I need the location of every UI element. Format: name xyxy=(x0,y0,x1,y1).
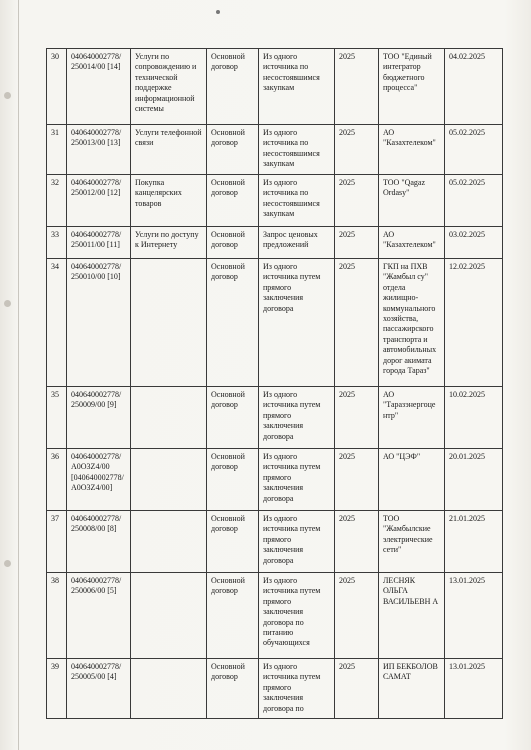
supplier: ЛЕСНЯК ОЛЬГА ВАСИЛЬЕВН А xyxy=(379,573,445,659)
table-row xyxy=(47,449,503,511)
contract-id: 040640002778/ 250012/00 [12] xyxy=(67,175,131,227)
year: 2025 xyxy=(335,511,379,573)
contract-type: Основной договор xyxy=(207,125,259,175)
contract-id: 040640002778/ 250014/00 [14] xyxy=(67,49,131,125)
table-row xyxy=(47,259,503,387)
contract-date: 04.02.2025 xyxy=(445,49,503,125)
procurement-subject xyxy=(131,573,207,659)
contract-date: 10.02.2025 xyxy=(445,387,503,449)
year: 2025 xyxy=(335,125,379,175)
binder-hole xyxy=(4,560,11,567)
procurement-method: Из одного источника по несостоявшимся закупкам xyxy=(259,175,335,227)
contract-id: 040640002778/ 250013/00 [13] xyxy=(67,125,131,175)
procurement-method: Из одного источника путем прямого заключения договора xyxy=(259,449,335,511)
procurement-subject xyxy=(131,511,207,573)
procurement-method: Из одного источника путем прямого заключения договора по xyxy=(259,659,335,719)
procurement-method: Из одного источника путем прямого заключения договора xyxy=(259,259,335,387)
procurement-subject: Услуги телефонной связи xyxy=(131,125,207,175)
contract-id: 040640002778/ 250011/00 [11] xyxy=(67,227,131,259)
table-row xyxy=(47,387,503,449)
contract-date: 03.02.2025 xyxy=(445,227,503,259)
contract-date: 21.01.2025 xyxy=(445,511,503,573)
procurement-method: Из одного источника путем прямого заключения договора xyxy=(259,511,335,573)
procurement-table xyxy=(46,48,503,719)
procurement-subject: Покупка канцелярских товаров xyxy=(131,175,207,227)
contract-type: Основной договор xyxy=(207,511,259,573)
contract-type: Основной договор xyxy=(207,449,259,511)
supplier: ТОО "Qagaz Ordasy" xyxy=(379,175,445,227)
procurement-method: Запрос ценовых предложений xyxy=(259,227,335,259)
year: 2025 xyxy=(335,449,379,511)
row-number: 37 xyxy=(47,511,67,573)
procurement-method: Из одного источника путем прямого заключения договора xyxy=(259,387,335,449)
procurement-subject xyxy=(131,659,207,719)
scan-speck xyxy=(216,10,220,14)
table-row xyxy=(47,659,503,719)
table-row xyxy=(47,511,503,573)
year: 2025 xyxy=(335,387,379,449)
row-number: 35 xyxy=(47,387,67,449)
row-number: 36 xyxy=(47,449,67,511)
row-number: 33 xyxy=(47,227,67,259)
row-number: 30 xyxy=(47,49,67,125)
contract-date: 13.01.2025 xyxy=(445,659,503,719)
supplier: АО "Казахтелеком" xyxy=(379,227,445,259)
table-row xyxy=(47,125,503,175)
procurement-method: Из одного источника по несостоявшимся закупкам xyxy=(259,125,335,175)
contract-id: 040640002778/ 250009/00 [9] xyxy=(67,387,131,449)
procurement-subject: Услуги по доступу к Интернету xyxy=(131,227,207,259)
supplier: АО "Таразэнергоце нтр" xyxy=(379,387,445,449)
contract-date: 13.01.2025 xyxy=(445,573,503,659)
procurement-subject: Услуги по сопровождению и технической поддержке информационной системы xyxy=(131,49,207,125)
row-number: 32 xyxy=(47,175,67,227)
supplier: ИП БЕКБОЛОВ САМАТ xyxy=(379,659,445,719)
procurement-method: Из одного источника путем прямого заключения договора по питанию обучающихся xyxy=(259,573,335,659)
contract-id: 040640002778/ 250006/00 [5] xyxy=(67,573,131,659)
contract-id: 040640002778/ 250008/00 [8] xyxy=(67,511,131,573)
contract-date: 12.02.2025 xyxy=(445,259,503,387)
contract-type: Основной договор xyxy=(207,175,259,227)
procurement-subject xyxy=(131,259,207,387)
supplier: ГКП на ПХВ "Жамбыл су" отдела жилищно-коммунального хозяйства, пассажирского транспорта и автомобильных дорог акимата города Тараз" xyxy=(379,259,445,387)
contract-id: 040640002778/ 250005/00 [4] xyxy=(67,659,131,719)
contract-type: Основной договор xyxy=(207,573,259,659)
page-spine xyxy=(18,0,19,750)
table-row xyxy=(47,175,503,227)
contract-type: Основной договор xyxy=(207,227,259,259)
year: 2025 xyxy=(335,49,379,125)
procurement-subject xyxy=(131,449,207,511)
contract-date: 20.01.2025 xyxy=(445,449,503,511)
binder-hole xyxy=(4,92,11,99)
row-number: 39 xyxy=(47,659,67,719)
procurement-subject xyxy=(131,387,207,449)
year: 2025 xyxy=(335,259,379,387)
row-number: 38 xyxy=(47,573,67,659)
supplier: ТОО "Единый интегратор бюджетного процесса" xyxy=(379,49,445,125)
procurement-method: Из одного источника по несостоявшимся закупкам xyxy=(259,49,335,125)
row-number: 31 xyxy=(47,125,67,175)
supplier: ТОО "Жамбылские электрические сети" xyxy=(379,511,445,573)
year: 2025 xyxy=(335,227,379,259)
contract-type: Основной договор xyxy=(207,49,259,125)
row-number: 34 xyxy=(47,259,67,387)
binder-hole xyxy=(4,300,11,307)
year: 2025 xyxy=(335,175,379,227)
table-row xyxy=(47,227,503,259)
contract-id: 040640002778/ A0O3Z4/00 [040640002778/ A0O3Z4/00] xyxy=(67,449,131,511)
year: 2025 xyxy=(335,659,379,719)
year: 2025 xyxy=(335,573,379,659)
table-row xyxy=(47,49,503,125)
contract-date: 05.02.2025 xyxy=(445,125,503,175)
table-row xyxy=(47,573,503,659)
supplier: АО "ЦЭФ" xyxy=(379,449,445,511)
contract-type: Основной договор xyxy=(207,659,259,719)
supplier: АО "Казахтелеком" xyxy=(379,125,445,175)
contract-type: Основной договор xyxy=(207,387,259,449)
contract-id: 040640002778/ 250010/00 [10] xyxy=(67,259,131,387)
contract-date: 05.02.2025 xyxy=(445,175,503,227)
contract-type: Основной договор xyxy=(207,259,259,387)
